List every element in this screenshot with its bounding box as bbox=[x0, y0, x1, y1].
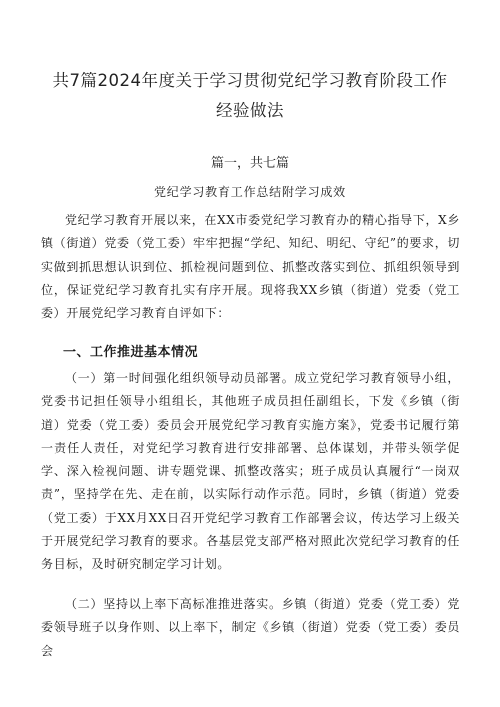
heading-work-progress: 一、工作推进基本情况 bbox=[63, 345, 199, 360]
document-subtitle: 党纪学习教育工作总结附学习成效 bbox=[153, 185, 346, 199]
paragraph-implementation: （二）坚持以上率下高标准推进落实。乡镇（街道）党委（党工委）党委领导班子以身作则、以上率下，制定《乡镇（街道）党委（党工委）委员会 bbox=[41, 597, 460, 658]
paragraph-organization: （一）第一时间强化组织领导动员部署。成立党纪学习教育领导小组，党委书记担任领导小组组长，其他班子成员担任副组长，下发《乡镇（街道）党委（党工委）委员会开展党纪学习教育实施方案》，党委书记履行第一责任人责任，对党纪学习教育进行安排部署、总体谋划，并带头领学促学、深入检视问题、讲专题党课、抓整改落实；班子成员认真履行“一岗双责”，坚持学在先、走在前，以实际行动作示范。同时，乡镇（街道）党委（党工委）于XX月XX日召开党纪学习教育工作部署会议，传达学习上级关于开展党纪学习教育的要求。各基层党支部严格对照此次党纪学习教育的任务目标，及时研究制定学习计划。 bbox=[41, 371, 460, 572]
document-title: 共7篇2024年度关于学习贯彻党纪学习教育阶段工作经验做法 bbox=[52, 71, 448, 120]
section-heading: 篇一，共七篇 bbox=[210, 156, 289, 171]
paragraph-intro: 党纪学习教育开展以来，在XX市委党纪学习教育办的精心指导下，X乡镇（街道）党委（党工委）牢牢把握“学纪、知纪、明纪、守纪”的要求，切实做到抓思想认识到位、抓检视问题到位、抓整改落实到位、抓组织领导到位，保证党纪学习教育扎实有序开展。现将我XX乡镇（街道）党委（党工委）开展党纪学习教育自评如下： bbox=[41, 213, 460, 321]
